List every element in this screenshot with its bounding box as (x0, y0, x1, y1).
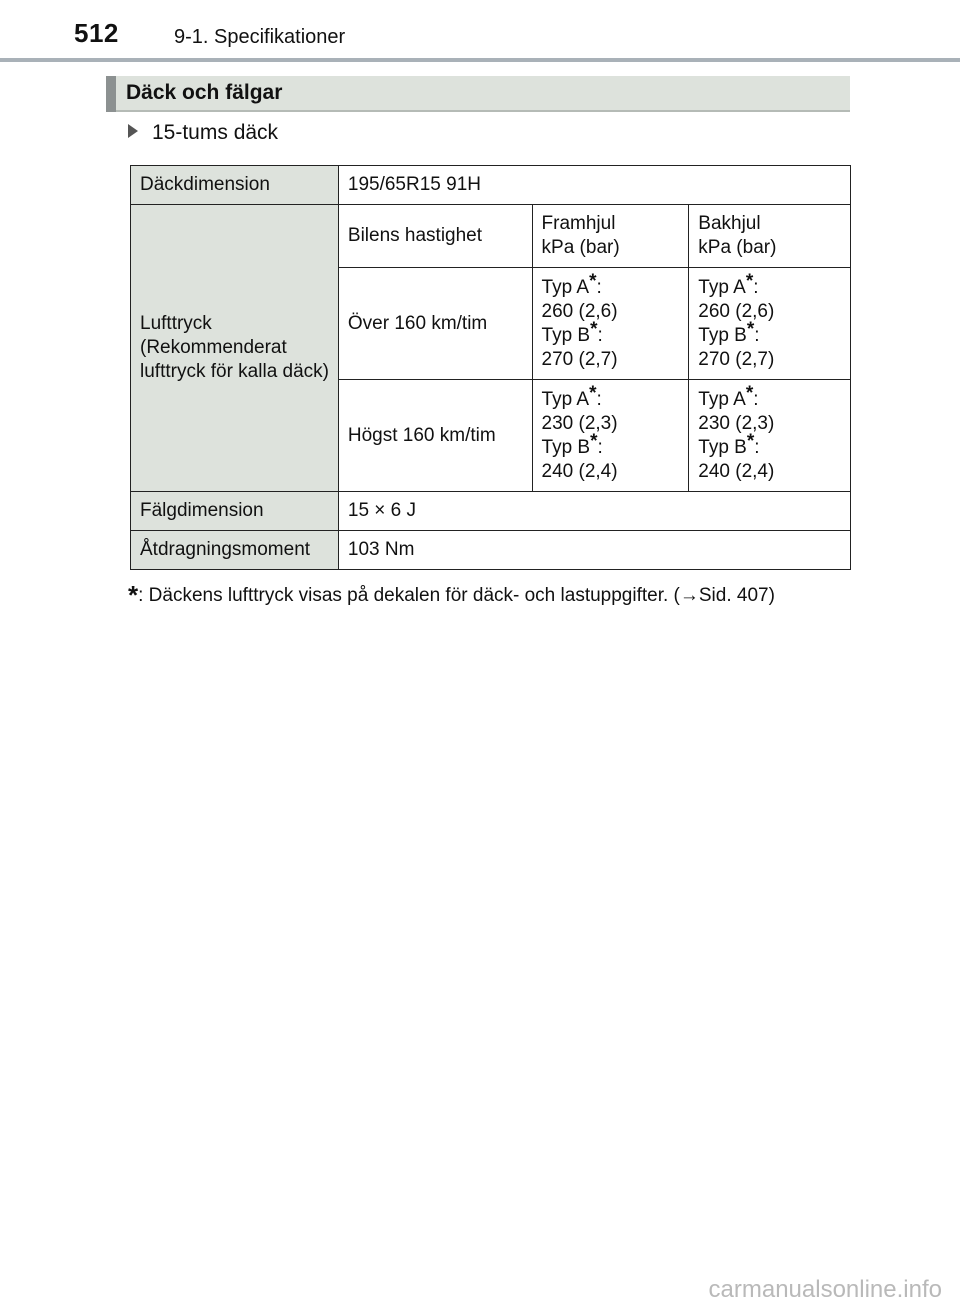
col-front-line1: Framhjul (541, 213, 616, 234)
rim-label: Fälgdimension (131, 492, 339, 531)
section-title: 9-1. Specifikationer (174, 26, 346, 48)
header-rule (0, 58, 960, 62)
type-b-value: 270 (2,7) (698, 349, 775, 370)
colon: : (754, 325, 760, 346)
type-b-value: 240 (2,4) (698, 461, 775, 482)
triangle-bullet-icon (128, 124, 138, 138)
col-front-header (532, 205, 689, 268)
front-max-160 (532, 380, 689, 492)
type-b-label: Typ B (698, 325, 747, 346)
col-front-line2: kPa (bar) (541, 237, 620, 258)
type-a-label: Typ A (698, 389, 746, 410)
table-row-torque (131, 531, 851, 570)
tire-size-label: Däckdimension (131, 166, 339, 205)
type-b-line (698, 319, 850, 348)
torque-value: 103 Nm (338, 531, 850, 570)
type-a-value: 230 (2,3) (698, 413, 775, 434)
sub-heading-text: 15-tums däck (152, 121, 279, 144)
type-b-label: Typ B (698, 437, 747, 458)
asterisk-marker: * (589, 383, 597, 404)
type-a-value: 230 (2,3) (541, 413, 618, 434)
spec-table (130, 165, 851, 570)
type-b-value: 240 (2,4) (541, 461, 618, 482)
type-b-value: 270 (2,7) (541, 349, 618, 370)
page-header (0, 0, 960, 64)
section-heading (106, 76, 850, 112)
footnote (128, 580, 775, 611)
type-a-label: Typ A (541, 277, 590, 298)
type-a-line (541, 383, 689, 412)
colon: : (596, 389, 602, 410)
pressure-label: Lufttryck (Rekommenderat lufttryck för kalla däck) (131, 205, 339, 492)
type-a-line (541, 271, 689, 300)
type-b-line (698, 431, 850, 460)
torque-label: Åtdragningsmoment (131, 531, 339, 570)
watermark: carmanualsonline.info (708, 1276, 942, 1303)
tire-size-value: 195/65R15 91H (338, 166, 850, 205)
colon: : (596, 277, 602, 298)
rear-over-160 (689, 268, 851, 380)
col-rear-header (689, 205, 851, 268)
section-heading-bar (106, 76, 116, 112)
front-over-160 (532, 268, 689, 380)
col-rear-line2: kPa (bar) (698, 237, 777, 258)
rear-max-160 (689, 380, 851, 492)
asterisk-marker: * (590, 319, 598, 340)
type-b-label: Typ B (541, 437, 591, 458)
rim-value: 15 × 6 J (338, 492, 850, 531)
page-number: 512 (74, 18, 119, 48)
type-a-value: 260 (2,6) (541, 301, 618, 322)
asterisk-marker: * (745, 383, 754, 404)
type-b-line (541, 431, 689, 460)
type-a-line (698, 383, 850, 412)
asterisk-marker: * (746, 431, 755, 452)
colon: : (597, 437, 603, 458)
type-a-label: Typ A (698, 277, 746, 298)
type-a-line (698, 271, 850, 300)
colon: : (753, 389, 759, 410)
section-heading-text: Däck och fälgar (126, 81, 283, 104)
asterisk-marker: * (746, 319, 755, 340)
footnote-text: : Däckens lufttryck visas på dekalen för däck- och lastuppgifter. (→Sid. 407) (138, 585, 775, 606)
colon: : (597, 325, 603, 346)
col-speed-header: Bilens hastighet (338, 205, 532, 268)
speed-over-160: Över 160 km/tim (338, 268, 532, 380)
colon: : (754, 437, 760, 458)
type-b-label: Typ B (541, 325, 591, 346)
asterisk-marker: * (590, 431, 598, 452)
sub-heading (128, 121, 278, 145)
table-row-pressure-header (131, 205, 851, 268)
col-rear-line1: Bakhjul (698, 213, 761, 234)
table-row-rim (131, 492, 851, 531)
colon: : (753, 277, 759, 298)
asterisk-marker: * (745, 271, 754, 292)
asterisk-marker: * (589, 271, 597, 292)
table-row-tire-size (131, 166, 851, 205)
type-a-label: Typ A (541, 389, 590, 410)
type-a-value: 260 (2,6) (698, 301, 775, 322)
type-b-line (541, 319, 689, 348)
footnote-marker: * (128, 580, 139, 610)
speed-max-160: Högst 160 km/tim (338, 380, 532, 492)
